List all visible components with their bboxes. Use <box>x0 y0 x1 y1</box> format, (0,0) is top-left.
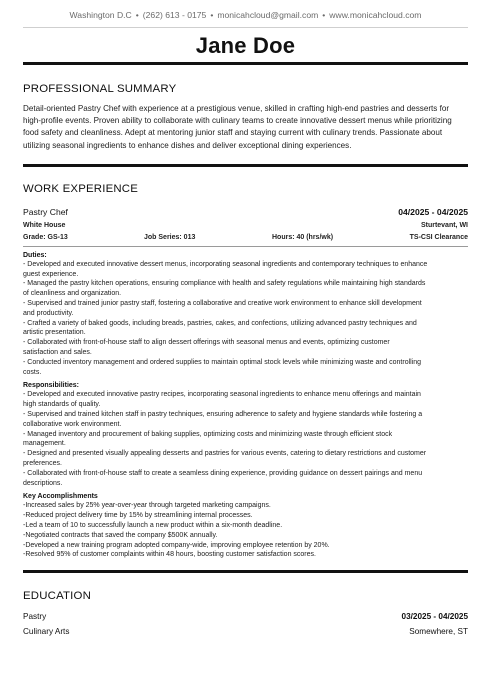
responsibility-line: - Designed and presented visually appealing desserts and pastries for various events, catering to dietary restrictions and customer <box>23 450 427 458</box>
contact-separator: • <box>210 10 214 20</box>
education-heading: EDUCATION <box>23 590 92 603</box>
header-divider <box>23 27 468 28</box>
job-grade: Grade: GS-13 <box>23 233 68 241</box>
accomplishment-line: -Increased sales by 25% year-over-year through targeted marketing campaigns. <box>23 502 271 510</box>
contact-location: Washington D.C <box>69 10 132 20</box>
job-employer-row <box>23 222 468 229</box>
responsibility-line: - Supervised and trained kitchen staff in pastry techniques, ensuring adherence to safety and hygiene standards while fostering a <box>23 410 423 418</box>
contact-separator: • <box>322 10 326 20</box>
accomplishments-list <box>23 501 468 560</box>
duty-line: of cleanliness and organization. <box>23 290 122 298</box>
accomplishments-heading: Key Accomplishments <box>23 493 98 501</box>
responsibility-line: descriptions. <box>23 479 63 487</box>
education-dates: 03/2025 - 04/2025 <box>401 612 468 622</box>
duty-line: - Supervised and trained junior pastry staff, fostering a collaborative and creative work environment to enhance skill development <box>23 300 422 307</box>
summary-heading: PROFESSIONAL SUMMARY <box>23 83 177 95</box>
responsibilities-list <box>23 390 468 488</box>
duty-line: - Conducted inventory management and ordered supplies to maintain optimal stock levels while minimizing waste and controlling <box>23 358 422 366</box>
responsibility-line: management. <box>23 440 66 448</box>
accomplishment-line: -Developed a new training program adopted company-wide, improving employee retention by 20%. <box>23 541 330 549</box>
job-header <box>23 207 468 217</box>
education-location: Somewhere, ST <box>409 627 468 637</box>
job-dates: 04/2025 - 04/2025 <box>398 206 468 217</box>
summary-text: Detail-oriented Pastry Chef with experience at a prestigious venue, skilled in crafting high-end pastries and desserts for high-profile events. Proven ability to collaborate with culinary teams to create innovative dessert menus while prioritizing food safety and cleanliness. Adept at mentoring junior staff and staying current with culinary trends. Passionate about utilizing seasonal ingredients to enhance dishes and deliver exceptional dining experiences. <box>23 104 452 150</box>
responsibility-line: - Developed and executed innovative pastry recipes, incorporating seasonal ingredients to enhance menu offerings and maintain <box>23 391 421 399</box>
duty-line: artistic presentation. <box>23 329 86 337</box>
duty-line: and productivity. <box>23 309 74 317</box>
responsibility-line: - Managed inventory and procurement of baking supplies, optimizing costs and minimizing waste through efficient stock <box>23 430 393 438</box>
job-series: Job Series: 013 <box>144 233 196 241</box>
work-experience-heading: WORK EXPERIENCE <box>23 182 139 195</box>
responsibility-line: - Collaborated with front-of-house staff to create a seamless dining experience, providing guidance on dessert pairings and menu <box>23 469 423 477</box>
duties-list <box>23 260 468 378</box>
contact-separator: • <box>135 10 139 20</box>
job-title: Pastry Chef <box>23 206 68 217</box>
contact-website: www.monicahcloud.com <box>329 10 422 20</box>
duty-line: - Developed and executed innovative dessert menus, incorporating seasonal ingredients and contemporary techniques to enhance <box>23 260 428 268</box>
contact-line <box>23 0 468 22</box>
education-school: Culinary Arts <box>23 627 70 637</box>
duty-line: guest experience. <box>23 270 79 278</box>
accomplishment-line: -Negotiated contracts that saved the company $500K annually. <box>23 531 218 539</box>
duty-line: - Crafted a variety of baked goods, including breads, pastries, cakes, and confections, utilizing advanced pastry techniques and <box>23 319 417 327</box>
job-hours: Hours: 40 (hrs/wk) <box>272 233 334 241</box>
section-divider <box>23 570 468 573</box>
duty-line: - Collaborated with front-of-house staff to align dessert offerings with seasonal menus and events, optimizing customer <box>23 339 390 347</box>
responsibilities-heading: Responsibilities: <box>23 382 80 390</box>
name-divider <box>23 62 468 65</box>
section-divider <box>23 164 468 167</box>
accomplishment-line: -Reduced project delivery time by 15% by streamlining internal processes. <box>23 512 253 520</box>
contact-phone: (262) 613 - 0175 <box>142 10 207 20</box>
job-employer: White House <box>23 221 66 229</box>
candidate-name: Jane Doe <box>195 33 296 58</box>
responsibility-line: collaborative work environment. <box>23 420 122 428</box>
duty-line: - Managed the pastry kitchen operations, ensuring compliance with health and safety regulations while maintaining high standards <box>23 280 426 288</box>
duties-heading: Duties: <box>23 251 47 259</box>
job-clearance: TS-CSI Clearance <box>409 233 468 241</box>
duty-line: satisfaction and sales. <box>23 348 92 356</box>
job-divider <box>23 246 468 247</box>
education-school-row <box>23 627 468 636</box>
job-details-row <box>23 234 468 241</box>
education-header <box>23 612 468 621</box>
accomplishment-line: -Led a team of 10 to successfully launch a new product within a six-month deadline. <box>23 521 283 529</box>
contact-email: monicahcloud@gmail.com <box>217 10 319 20</box>
responsibility-line: preferences. <box>23 459 62 467</box>
duty-line: costs. <box>23 368 42 376</box>
job-location: Sturtevant, WI <box>420 221 468 229</box>
responsibility-line: high standards of quality. <box>23 401 101 409</box>
accomplishment-line: -Resolved 95% of customer complaints within 48 hours, boosting customer satisfaction scores. <box>23 551 316 559</box>
education-degree: Pastry <box>23 612 47 622</box>
